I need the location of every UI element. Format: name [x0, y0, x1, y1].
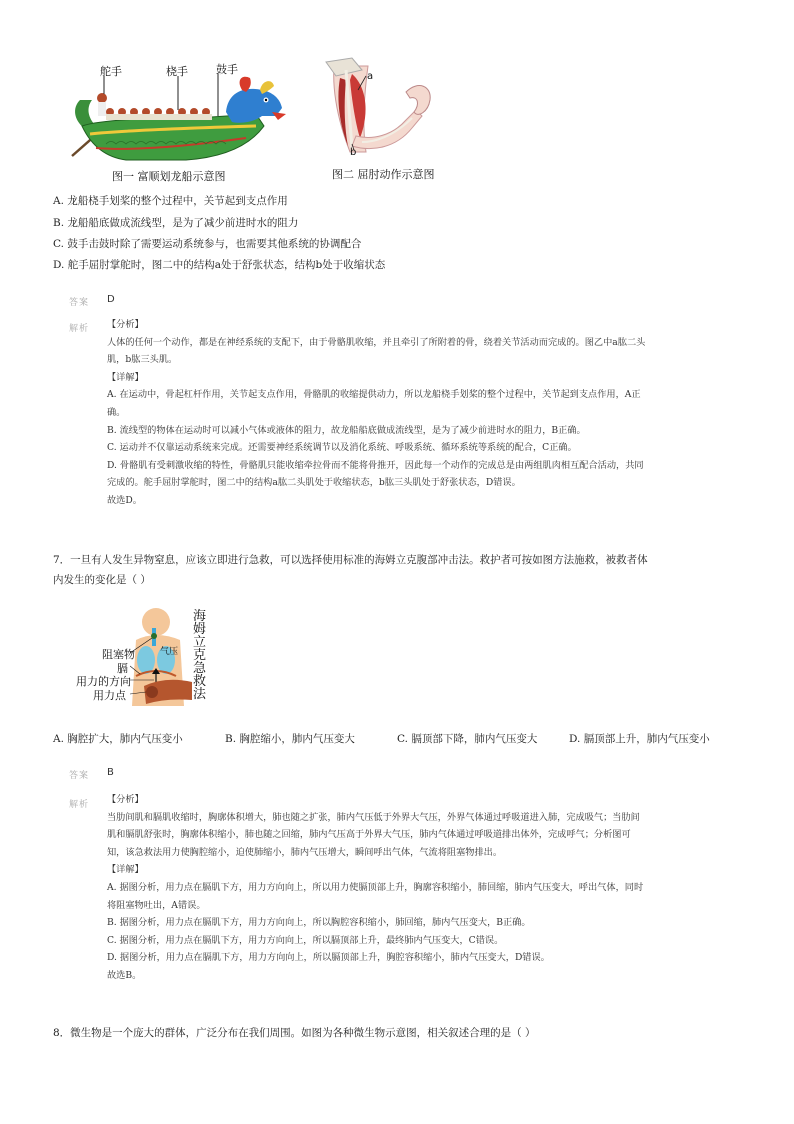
- q6-explanation-line: 【详解】: [107, 371, 144, 383]
- q7-stem-line: 内发生的变化是（ ）: [53, 574, 151, 586]
- label-diaphragm: 膈: [117, 662, 128, 675]
- q7-explanation-line: 当肋间肌和膈肌收缩时，胸廓体积增大，肺也随之扩张，肺内气压低于外界大气压，外界气体通过呼吸道进入肺，完成吸气；当肋间: [107, 811, 640, 823]
- q7-explanation-line: 【详解】: [107, 864, 144, 876]
- q7-option-d: D. 膈顶部上升，肺内气压变小: [569, 733, 710, 745]
- q7-stem-line: 7．一旦有人发生异物窒息，应该立即进行急救，可以选择使用标准的海姆立克腹部冲击法。救护者可按如图方法施救，被救者体: [53, 554, 648, 566]
- label-force-direction: 用力的方向: [76, 675, 131, 688]
- q7-explanation-line: 肌和膈肌舒张时，胸廓体积缩小，肺也随之回缩，肺内气压高于外界大气压，肺内气体通过呼吸道排出体外，完成呼气；分析图可: [107, 829, 631, 841]
- q7-explain-tag: 解析: [69, 800, 90, 810]
- q7-explanation-line: 将阻塞物吐出，A错误。: [107, 899, 206, 911]
- fig1-caption: 图一 富顺划龙船示意图: [112, 170, 226, 183]
- q7-explanation-line: D. 据图分析，用力点在膈肌下方，用力方向向上，所以膈顶部上升，胸腔容积缩小，肺内气压变大，D错误。: [107, 952, 550, 964]
- q6-option-a: A. 龙船桡手划桨的整个过程中，关节起到支点作用: [53, 195, 288, 207]
- q7-option-b: B. 胸腔缩小，肺内气压变大: [225, 733, 355, 745]
- label-b: b: [350, 147, 357, 158]
- q7-answer-value: B: [107, 767, 114, 778]
- q6-option-d: D. 舵手屈肘掌舵时，图二中的结构a处于舒张状态，结构b处于收缩状态: [53, 259, 386, 271]
- q6-answer-tag: 答案: [69, 298, 90, 308]
- q7-answer-tag: 答案: [69, 771, 90, 781]
- q6-explanation-line: C. 运动并不仅靠运动系统来完成。还需要神经系统调节以及消化系统、呼吸系统、循环系统等系统的配合，C正确。: [107, 442, 577, 454]
- q6-explain-tag: 解析: [69, 324, 90, 334]
- q6-explanation-line: 【分析】: [107, 319, 144, 330]
- fig2-caption: 图二 屈肘动作示意图: [332, 168, 435, 181]
- q6-option-c: C. 鼓手击鼓时除了需要运动系统参与，也需要其他系统的协调配合: [53, 238, 362, 250]
- label-drummer: 鼓手: [216, 63, 238, 76]
- q8-stem: 8．微生物是一个庞大的群体，广泛分布在我们周围。如图为各种微生物示意图，相关叙述合理的是（ ）: [53, 1027, 536, 1039]
- q6-explanation-line: B. 流线型的物体在运动时可以减小气体或液体的阻力，故龙船船底做成流线型，是为了减少前进时水的阻力，B正确。: [107, 424, 586, 436]
- q7-option-a: A. 胸腔扩大，肺内气压变小: [53, 733, 183, 745]
- q7-explanation-line: 知，该急救法用力使胸腔缩小，迫使肺缩小，肺内气压增大，瞬间呼出气体，气流将阻塞物排出。: [107, 846, 503, 858]
- q6-option-b: B. 龙船船底做成流线型，是为了减少前进时水的阻力: [53, 217, 299, 229]
- q6-explanation-line: 人体的任何一个动作，都是在神经系统的支配下，由于骨骼肌收缩，并且牵引了所附着的骨，绕着关节活动而完成的。图乙中a肱二头: [107, 336, 646, 348]
- dragon-boat-figure: [66, 56, 288, 186]
- q6-explanation: [107, 316, 727, 510]
- q7-explanation-line: C. 据图分析，用力点在膈肌下方，用力方向向上，所以膈顶部上升，最终肺内气压变大，C错误。: [107, 934, 504, 946]
- arm-figure: [322, 56, 442, 160]
- heimlich-illustration: [130, 606, 194, 710]
- q7-explanation-line: 故选B。: [107, 969, 142, 981]
- label-pressure: 气压: [160, 647, 179, 657]
- arm-flexion-illustration: [322, 56, 442, 160]
- q6-explanation-line: D. 骨骼肌有受刺激收缩的特性，骨骼肌只能收缩牵拉骨而不能将骨推开，因此每一个动作的完成总是由两组肌肉相互配合活动，共同: [107, 459, 644, 471]
- q7-explanation-line: A. 据图分析，用力点在膈肌下方，用力方向向上，所以用力使膈顶部上升，胸廓容积缩小，肺回缩，肺内气压变大，呼出气体，同时: [107, 881, 644, 893]
- q7-stem: [53, 550, 753, 590]
- label-obstruction: 阻塞物: [102, 648, 135, 661]
- q7-explanation-line: 【分析】: [107, 794, 144, 805]
- q6-explanation-line: 故选D。: [107, 494, 142, 506]
- q6-explanation-line: 完成的。舵手屈肘掌舵时，图二中的结构a肱二头肌处于收缩状态，b肱三头肌处于舒张状态，D错误。: [107, 477, 521, 489]
- q7-option-c: C. 膈顶部下降，肺内气压变大: [397, 733, 538, 745]
- q6-explanation-line: 肌，b肱三头肌。: [107, 354, 178, 366]
- q6-answer-value: D: [107, 294, 115, 305]
- label-helmsman: 舵手: [100, 65, 122, 78]
- label-rower: 桡手: [166, 65, 188, 78]
- q6-explanation-line: A. 在运动中，骨起杠杆作用，关节起支点作用，骨骼肌的收缩提供动力，所以龙船桡手划桨的整个过程中，关节起到支点作用，A正: [107, 389, 641, 401]
- heimlich-side-title: 海姆立克急救法: [193, 609, 207, 702]
- q6-explanation-line: 确。: [107, 406, 126, 418]
- q7-explanation-line: B. 据图分析，用力点在膈肌下方，用力方向向上，所以胸腔容积缩小，肺回缩，肺内气压变大，B正确。: [107, 917, 531, 929]
- label-a: a: [367, 71, 374, 82]
- q7-explanation: [107, 791, 727, 985]
- label-force-point: 用力点: [93, 689, 126, 702]
